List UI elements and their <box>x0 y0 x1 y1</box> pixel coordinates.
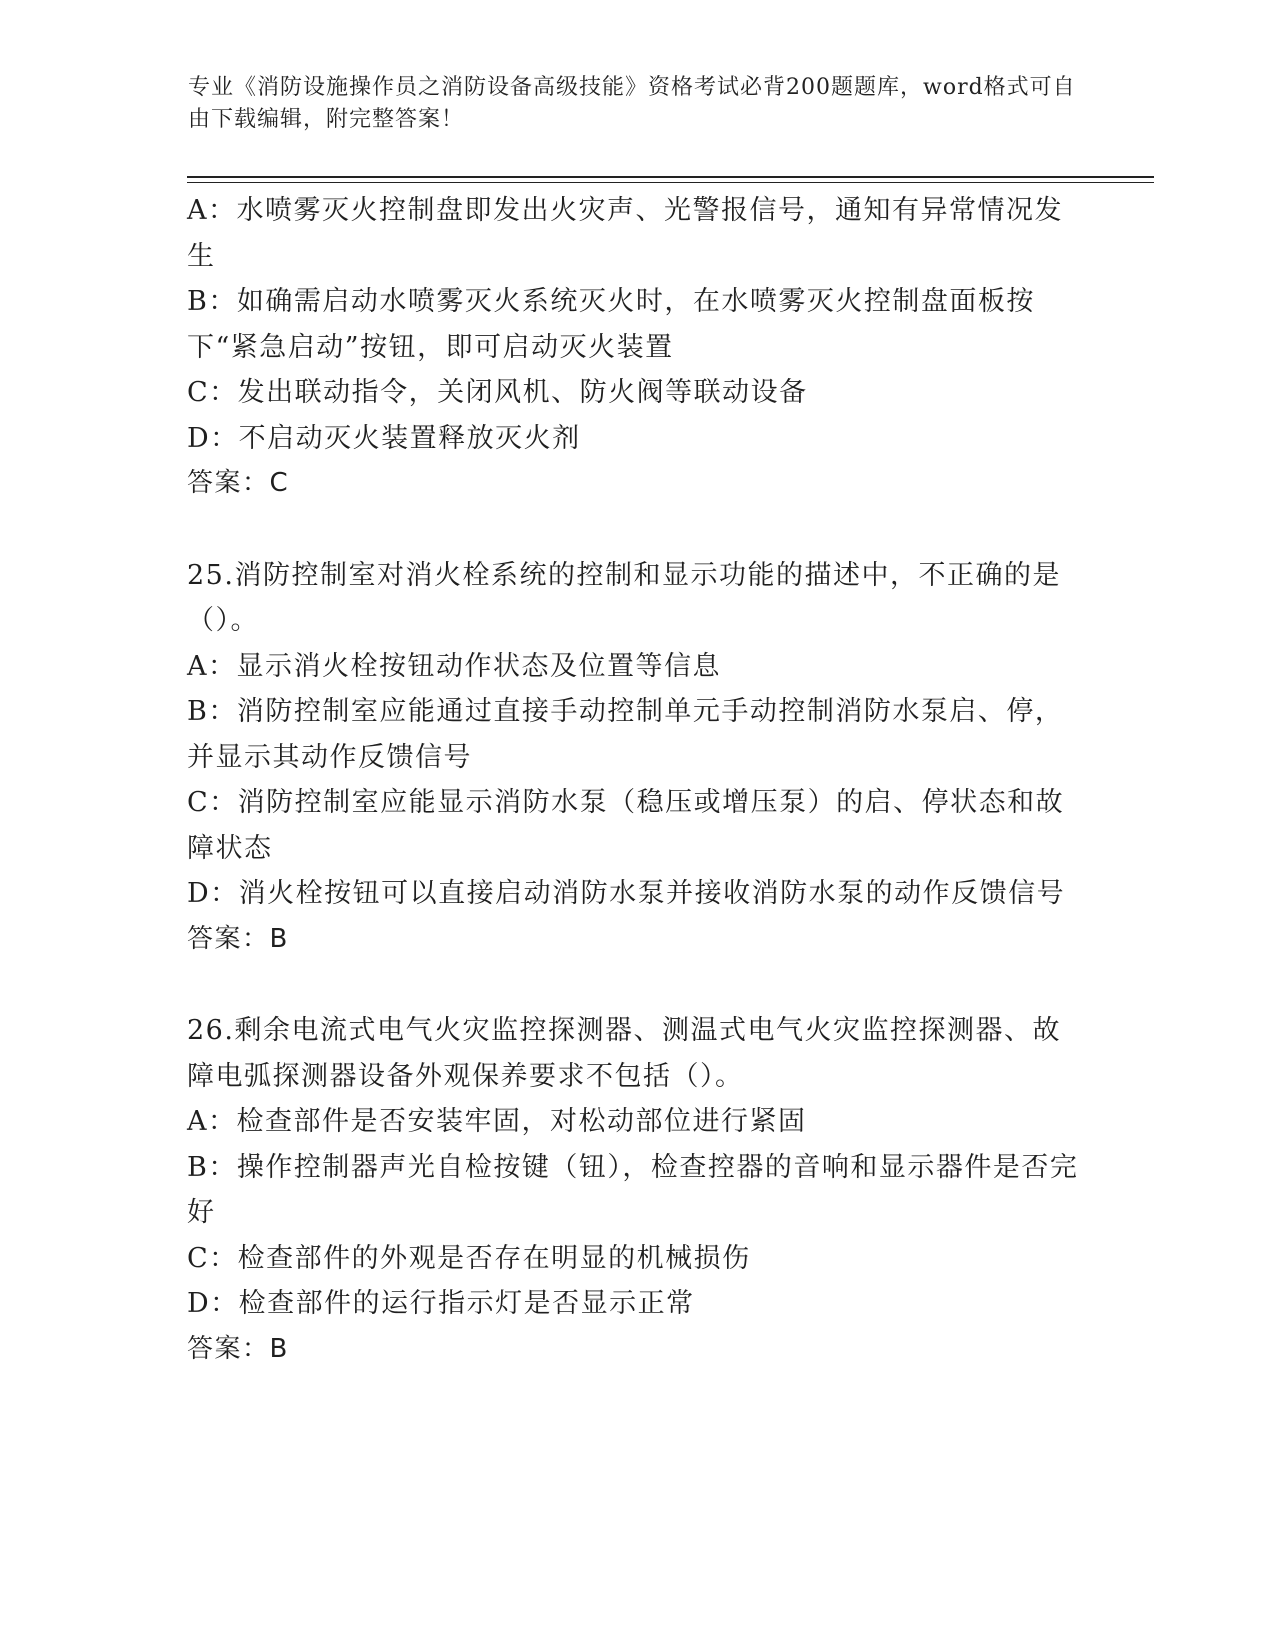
option-a: A：检查部件是否安装牢固，对松动部位进行紧固 <box>187 1106 807 1137</box>
answer: 答案：B <box>187 923 289 954</box>
option-c: C：发出联动指令，关闭风机、防火阀等联动设备 <box>187 377 808 408</box>
question-content <box>187 188 1087 1372</box>
option-d: D：检查部件的运行指示灯是否显示正常 <box>187 1288 695 1319</box>
header-rule-thick <box>187 176 1154 178</box>
option-c: C：检查部件的外观是否存在明显的机械损伤 <box>187 1242 751 1274</box>
spacer <box>187 962 1087 1008</box>
answer: 答案：B <box>187 1333 289 1364</box>
option-d: D：消火栓按钮可以直接启动消防水泵并接收消防水泵的动作反馈信号 <box>187 878 1066 909</box>
option-c: C：消防控制室应能显示消防水泵（稳压或增压泵）的启、停状态和故障状态 <box>187 787 1065 864</box>
question-26-block <box>187 1008 1087 1372</box>
question-25-block <box>187 553 1087 963</box>
question-stem: 25.消防控制室对消火栓系统的控制和显示功能的描述中，不正确的是（）。 <box>187 559 1061 636</box>
option-a: A：水喷雾灭火控制盘即发出火灾声、光警报信号，通知有异常情况发生 <box>187 195 1063 272</box>
answer: 答案：C <box>187 468 290 498</box>
option-b: B：如确需启动水喷雾灭火系统灭火时，在水喷雾灭火控制盘面板按下“紧急启动”按钮，即可启动灭火装置 <box>187 286 1035 363</box>
option-d: D：不启动灭火装置释放灭火剂 <box>187 422 581 454</box>
option-b: B：消防控制室应能通过直接手动控制单元手动控制消防水泵启、停，并显示其动作反馈信号 <box>187 696 1064 773</box>
option-b: B：操作控制器声光自检按键（钮），检查控器的音响和显示器件是否完好 <box>187 1151 1079 1228</box>
document-header: 专业《消防设施操作员之消防设备高级技能》资格考试必背200题题库，word格式可自由下载编辑，附完整答案！ <box>188 75 1076 132</box>
header-rule-thin <box>187 182 1154 183</box>
option-a: A：显示消火栓按钮动作状态及位置等信息 <box>187 650 721 682</box>
question-stem: 26.剩余电流式电气火灾监控探测器、测温式电气火灾监控探测器、故障电弧探测器设备外观保养要求不包括（）。 <box>187 1015 1061 1092</box>
prev-question-block <box>187 188 1087 507</box>
spacer <box>187 507 1087 553</box>
